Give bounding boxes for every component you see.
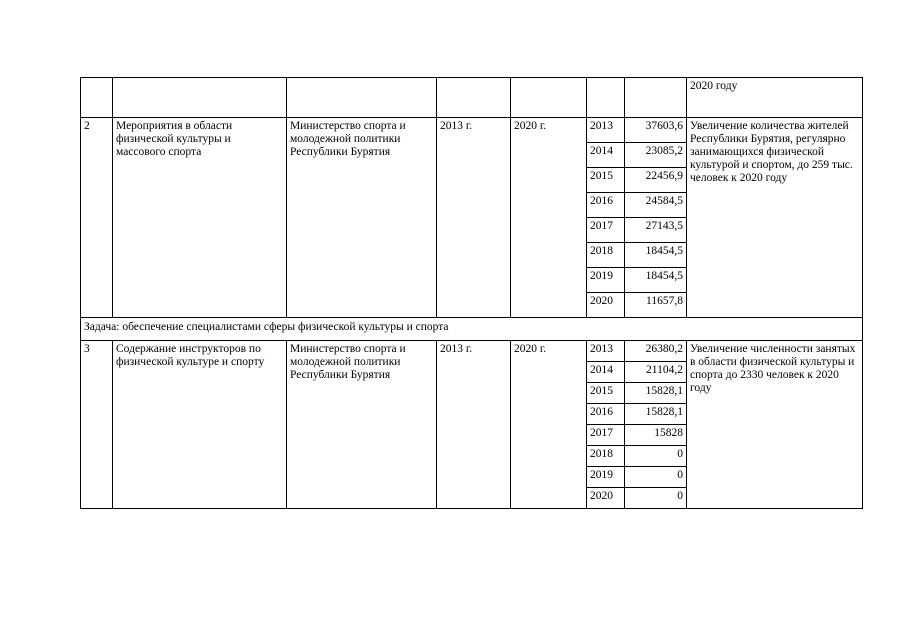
cell-empty	[113, 78, 287, 118]
year-cell: 2014	[587, 362, 625, 383]
amount-cell: 37603,6	[625, 118, 687, 143]
cell-empty	[287, 78, 437, 118]
amount-cell: 22456,9	[625, 168, 687, 193]
amount-cell: 0	[625, 446, 687, 467]
year-cell: 2018	[587, 446, 625, 467]
cell-empty	[511, 78, 587, 118]
task-row	[81, 318, 863, 341]
year-cell: 2019	[587, 268, 625, 293]
year-cell: 2020	[587, 293, 625, 318]
amount-cell: 26380,2	[625, 341, 687, 362]
cell-empty	[81, 78, 113, 118]
amount-cell: 27143,5	[625, 218, 687, 243]
result-cell: Увеличение численности занятых в области физической культуры и спорта до 2330 человек к 2020 году	[687, 341, 863, 509]
year-cell: 2013	[587, 341, 625, 362]
result-cell: Увеличение количества жителей Республики Бурятия, регулярно занимающихся физической культурой и спортом, до 259 тыс. человек к 2020 году	[687, 118, 863, 318]
year-cell: 2019	[587, 467, 625, 488]
year-cell: 2018	[587, 243, 625, 268]
year-cell: 2016	[587, 193, 625, 218]
row-number: 2	[81, 118, 113, 318]
end-date: 2020 г.	[511, 118, 587, 318]
year-cell: 2016	[587, 404, 625, 425]
row-number: 3	[81, 341, 113, 509]
amount-cell: 21104,2	[625, 362, 687, 383]
event-name: Мероприятия в области физической культуры и массового спорта	[113, 118, 287, 318]
amount-cell: 11657,8	[625, 293, 687, 318]
executor: Министерство спорта и молодежной политики Республики Бурятия	[287, 341, 437, 509]
year-cell: 2017	[587, 425, 625, 446]
table-row	[81, 118, 863, 143]
end-date: 2020 г.	[511, 341, 587, 509]
event-name: Содержание инструкторов по физической культуре и спорту	[113, 341, 287, 509]
year-cell: 2017	[587, 218, 625, 243]
year-cell: 2014	[587, 143, 625, 168]
amount-cell: 18454,5	[625, 268, 687, 293]
cell-empty	[625, 78, 687, 118]
amount-cell: 15828,1	[625, 404, 687, 425]
continuation-row	[81, 78, 863, 118]
year-cell: 2013	[587, 118, 625, 143]
cell-empty	[587, 78, 625, 118]
executor: Министерство спорта и молодежной политики Республики Бурятия	[287, 118, 437, 318]
start-date: 2013 г.	[437, 341, 511, 509]
year-cell: 2015	[587, 168, 625, 193]
program-table	[80, 77, 863, 509]
amount-cell: 0	[625, 488, 687, 509]
amount-cell: 18454,5	[625, 243, 687, 268]
table-row	[81, 341, 863, 362]
task-text: Задача: обеспечение специалистами сферы физической культуры и спорта	[81, 318, 863, 341]
start-date: 2013 г.	[437, 118, 511, 318]
amount-cell: 24584,5	[625, 193, 687, 218]
year-cell: 2020	[587, 488, 625, 509]
year-cell: 2015	[587, 383, 625, 404]
amount-cell: 23085,2	[625, 143, 687, 168]
result-cell: 2020 году	[687, 78, 863, 118]
amount-cell: 0	[625, 467, 687, 488]
cell-empty	[437, 78, 511, 118]
amount-cell: 15828,1	[625, 383, 687, 404]
amount-cell: 15828	[625, 425, 687, 446]
